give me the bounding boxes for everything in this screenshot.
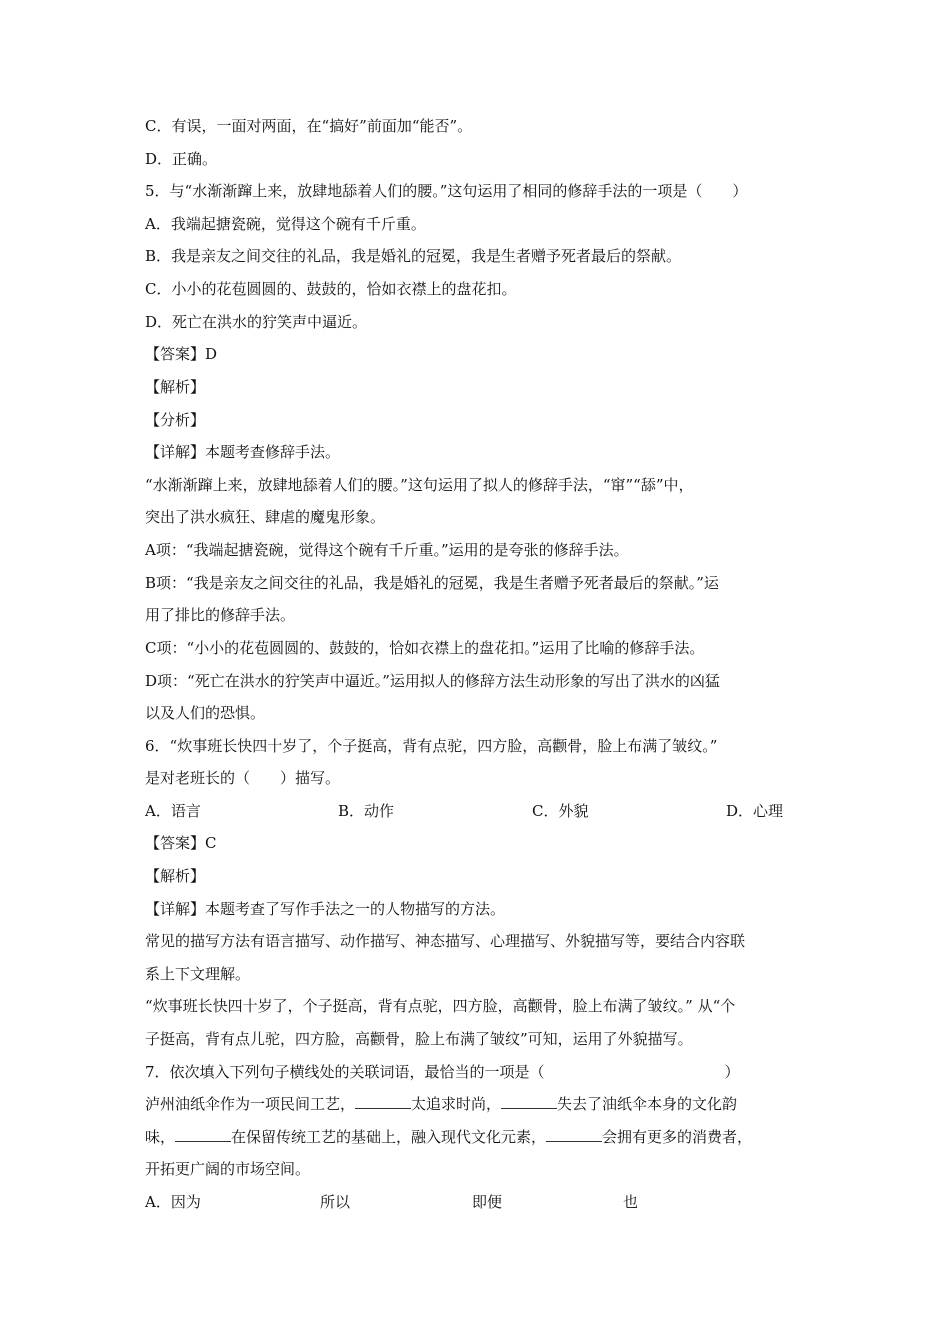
question-5-option-a: A．我端起搪瓷碗，觉得这个碗有千斤重。: [145, 215, 426, 233]
text-line: 常见的描写方法有语言描写、动作描写、神态描写、心理描写、外貌描写等，要结合内容联: [145, 932, 746, 950]
answer-label: 【答案】C: [145, 834, 217, 852]
detail-explanation: 【详解】本题考查了写作手法之一的人物描写的方法。: [145, 900, 506, 918]
text-line: A项：“我端起搪瓷碗，觉得这个碗有千斤重。”运用的是夸张的修辞手法。: [145, 541, 629, 559]
question-6-option-b: B．动作: [338, 802, 395, 820]
question-6-stem-cont: 是对老班长的（ ）描写。: [145, 769, 341, 787]
detail-explanation: 【详解】本题考查修辞手法。: [145, 443, 341, 461]
text-line: D项：“死亡在洪水的狞笑声中逼近。”运用拟人的修辞方法生动形象的写出了洪水的凶猛: [145, 672, 720, 690]
analysis-label: 【解析】: [145, 867, 206, 885]
question-6-stem: 6．“炊事班长快四十岁了，个子挺高，背有点驼，四方脸，高颧骨，脸上布满了皱纹。”: [145, 737, 718, 755]
text-line: “水渐渐蹿上来，放肆地舔着人们的腰。”这句运用了拟人的修辞手法，“窜”“舔”中，: [145, 476, 694, 494]
text-line: C项：“小小的花苞圆圆的、鼓鼓的，恰如衣襟上的盘花扣。”运用了比喻的修辞手法。: [145, 639, 705, 657]
sentence-part: 味，: [145, 1128, 176, 1146]
question-5-option-b: B．我是亲友之间交往的礼品，我是婚礼的冠冕，我是生者赠予死者最后的祭献。: [145, 247, 682, 265]
sentence-part: 失去了油纸伞本身的文化韵: [557, 1095, 738, 1113]
sentence-part: 泸州油纸伞作为一项民间工艺，: [145, 1095, 356, 1113]
question-6-option-d: D．心理: [726, 802, 784, 820]
question-5-option-d: D．死亡在洪水的狞笑声中逼近。: [145, 313, 368, 331]
question-6-option-a: A．语言: [145, 802, 201, 820]
analysis-sub-label: 【分析】: [145, 411, 206, 429]
question-5-option-c: C．小小的花苞圆圆的、鼓鼓的，恰如衣襟上的盘花扣。: [145, 280, 517, 298]
text-line: “炊事班长快四十岁了，个子挺高，背有点驼，四方脸，高颧骨，脸上布满了皱纹。” 从“个: [145, 997, 736, 1015]
question-7-stem: [145, 1061, 740, 1083]
question-7-stem-text: 7．依次填入下列句子横线处的关联词语，最恰当的一项是（: [145, 1063, 545, 1081]
question-7-sentence: [145, 1093, 737, 1115]
question-5-stem: 5．与“水渐渐蹿上来，放肆地舔着人们的腰。”这句运用了相同的修辞手法的一项是（ ）: [145, 182, 748, 200]
answer-label: 【答案】D: [145, 345, 218, 363]
analysis-label: 【解析】: [145, 378, 206, 396]
question-7-sentence: [145, 1126, 752, 1148]
fill-blank: [355, 1094, 411, 1109]
text-line: 子挺高，背有点儿驼，四方脸，高颧骨，脸上布满了皱纹”可知，运用了外貌描写。: [145, 1030, 693, 1048]
sentence-part: 会拥有更多的消费者，: [602, 1128, 753, 1146]
sentence-part: 太追求时尚，: [411, 1095, 502, 1113]
fill-blank: [501, 1094, 557, 1109]
question-7-option-a: A．因为: [145, 1193, 201, 1211]
text-line: 用了排比的修辞手法。: [145, 606, 296, 624]
question-7-option-a-word: 即便: [472, 1193, 503, 1211]
text-line: 突出了洪水疯狂、肆虐的魔鬼形象。: [145, 508, 386, 526]
question-7-stem-close: ）: [724, 1063, 740, 1081]
question-7-option-a-word: 所以: [320, 1193, 351, 1211]
fill-blank: [175, 1127, 231, 1142]
text-line: 以及人们的恐惧。: [145, 704, 266, 722]
text-line: D．正确。: [145, 150, 218, 168]
fill-blank: [546, 1127, 602, 1142]
sentence-part: 在保留传统工艺的基础上，融入现代文化元素，: [231, 1128, 547, 1146]
question-7-option-a-word: 也: [623, 1193, 639, 1211]
text-line: B项：“我是亲友之间交往的礼品，我是婚礼的冠冕，我是生者赠予死者最后的祭献。”运: [145, 574, 719, 592]
question-6-option-c: C．外貌: [532, 802, 589, 820]
question-7-sentence-end: 开拓更广阔的市场空间。: [145, 1160, 311, 1178]
text-line: 系上下文理解。: [145, 965, 251, 983]
text-line: C．有误，一面对两面，在“搞好”前面加“能否”。: [145, 117, 473, 135]
